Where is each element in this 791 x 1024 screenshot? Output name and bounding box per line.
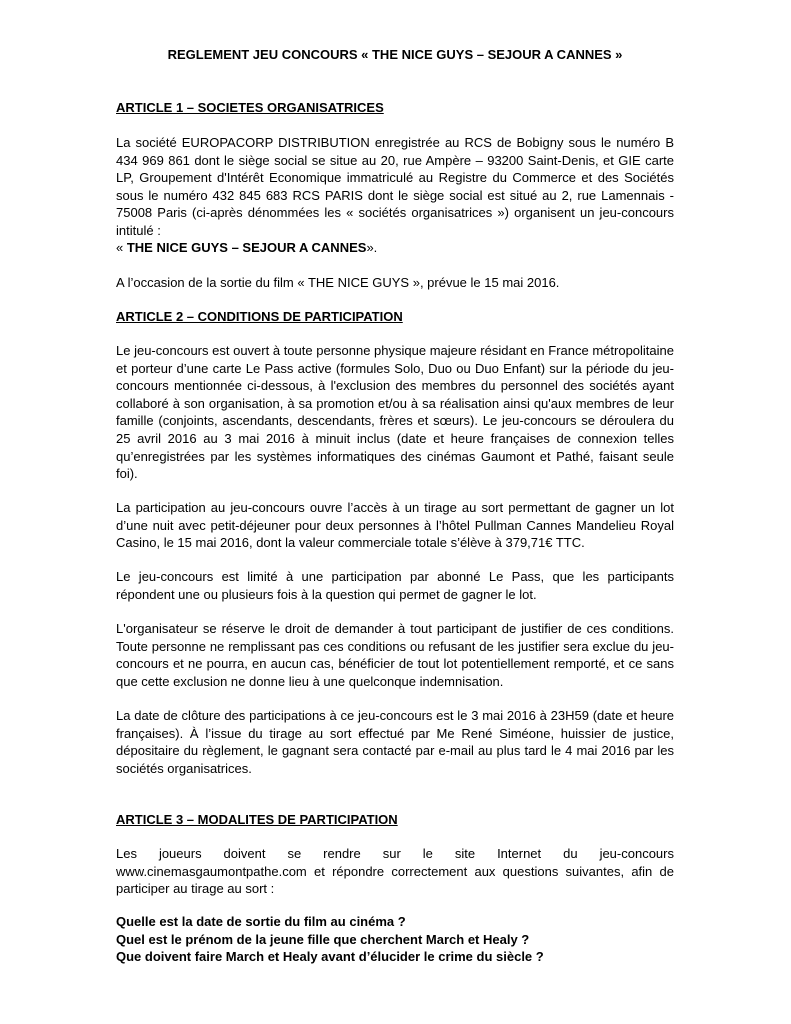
article-1-paragraph-release: A l’occasion de la sortie du film « THE NICE GUYS », prévue le 15 mai 2016. [116, 275, 560, 290]
article-2-paragraph-prize: La participation au jeu-concours ouvre l’accès à un tirage au sort permettant de gagner un lot d’une nuit avec petit-déjeuner pour deux personnes à l’hôtel Pullman Cannes Mandelieu Royal Casino, le 15 mai 2016, dont la valeur commerciale totale s’élève à 379,71€ TTC. [116, 500, 674, 551]
article-2-paragraph-eligibility: Le jeu-concours est ouvert à toute personne physique majeure résidant en France métropolitaine et porteur d’une carte Le Pass active (formules Solo, Duo ou Duo Enfant) sur la période du jeu-concours mentionnée ci-dessous, à l'exclusion des membres du personnel des sociétés ayant collaboré à son organisation, à sa promotion et/ou à sa réalisation ainsi qu'aux membres de leur famille (conjoints, ascendants, descendants, frères et sœurs). Le jeu-concours se déroulera du 25 avril 2016 au 3 mai 2016 à minuit inclus (date et heure françaises de connexion telles qu’enregistrées par les systèmes informatiques des cinémas Gaumont et Pathé, faisant seule foi). [116, 343, 674, 482]
article-2-paragraph-limit: Le jeu-concours est limité à une participation par abonné Le Pass, que les participants répondent une ou plusieurs fois à la question qui permet de gagner le lot. [116, 569, 674, 602]
question-list [116, 913, 544, 966]
article-2-heading: ARTICLE 2 – CONDITIONS DE PARTICIPATION [116, 309, 403, 324]
question-item: Quelle est la date de sortie du film au cinéma ? [116, 914, 406, 929]
article-2-paragraph-closing: La date de clôture des participations à ce jeu-concours est le 3 mai 2016 à 23H59 (date et heure françaises). À l’issue du tirage au sort effectué par Me René Siméone, huissier de justice, dépositaire du règlement, le gagnant sera contacté par e-mail au plus tard le 4 mai 2016 par les sociétés organisatrices. [116, 708, 674, 776]
contest-name: THE NICE GUYS – SEJOUR A CANNES [126, 240, 367, 255]
article-1-heading: ARTICLE 1 – SOCIETES ORGANISATRICES [116, 100, 384, 115]
question-item: Que doivent faire March et Healy avant d’élucider le crime du siècle ? [116, 949, 544, 965]
contest-name-suffix: ». [366, 240, 378, 255]
article-3-heading: ARTICLE 3 – MODALITES DE PARTICIPATION [116, 812, 398, 827]
contest-name-prefix: « [116, 240, 127, 255]
article-2-paragraph-verification: L'organisateur se réserve le droit de demander à tout participant de justifier de ces conditions. Toute personne ne remplissant pas ces conditions ou refusant de les justifier sera exclue du jeu-concours et ne pourra, en aucun cas, bénéficier de tout lot potentiellement remporté, et ce sans que cette exclusion ne donne lieu à une quelconque indemnisation. [116, 621, 674, 689]
question-item: Quel est le prénom de la jeune fille que cherchent March et Healy ? [116, 931, 530, 947]
article-1-paragraph-organisers: La société EUROPACORP DISTRIBUTION enregistrée au RCS de Bobigny sous le numéro B 434 969 861 dont le siège social se situe au 20, rue Ampère – 93200 Saint-Denis, et GIE carte LP, Groupement d'Intérêt Economique immatriculé au Registre du Commerce et des Sociétés sous le numéro 432 845 683 RCS PARIS dont le siège social est situé au 2, rue Lamennais - 75008 Paris (ci-après dénommées les « sociétés organisatrices ») organisent un jeu-concours intitulé : [116, 135, 674, 238]
article-1-contest-name [116, 239, 674, 257]
document-title: REGLEMENT JEU CONCOURS « THE NICE GUYS – SEJOUR A CANNES » [167, 47, 623, 62]
article-3-paragraph-instructions: Les joueurs doivent se rendre sur le site Internet du jeu-concours www.cinemasgaumontpathe.com et répondre correctement aux questions suivantes, afin de participer au tirage au sort : [116, 846, 674, 897]
